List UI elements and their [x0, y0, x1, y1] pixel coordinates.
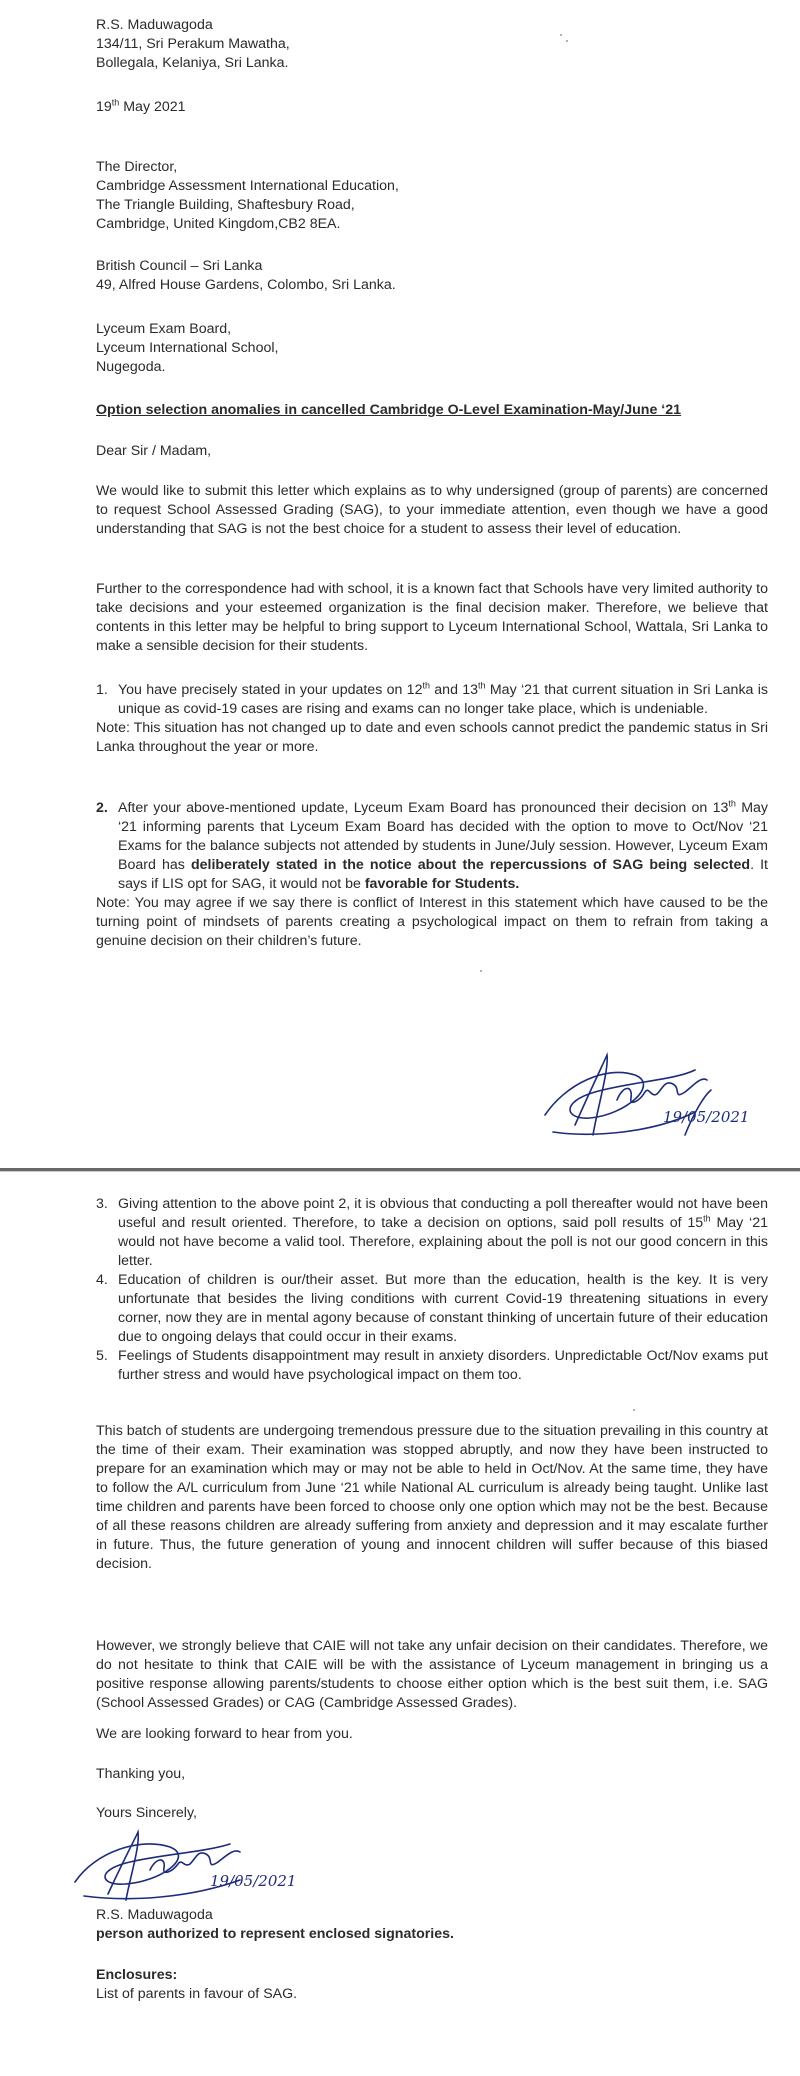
point-text: and 13 [429, 682, 479, 698]
recipient-cambridge [96, 158, 768, 234]
paragraph-batch: This batch of students are undergoing tremendous pressure due to the situation prevailing in this country at the time of their exam. Their examination was stopped abruptly, and now they have been instructed to prepare for an examination which may or may not be able to held in Oct/Nov. At the same time, they have to follow the A/L curriculum from June ‘21 while National AL curriculum is already being taught. Unlike last time children and parents have been forced to choose only one option which may not be the best. Because of all these reasons children are already suffering from anxiety and depression and it may escalate further in future. Thus, the future generation of young and innocent children will suffer because of this biased decision. [96, 1423, 768, 1572]
sender-address-line2: Bollegala, Kelaniya, Sri Lanka. [96, 55, 289, 71]
point-text: . It says if LIS opt for SAG, it would not be [118, 857, 768, 892]
sender-block [96, 16, 768, 73]
signature-date: 19/05/2021 [663, 1108, 750, 1126]
paragraph-further: Further to the correspondence had with school, it is a known fact that Schools have very limited authority to take decisions and your esteemed organization is the final decision maker. Therefore, we believe that contents in this letter may be helpful to bring support to Lyceum International School, Wattala, Sri Lanka to make a sensible decision for their students. [96, 581, 768, 654]
points-3-to-5 [96, 1195, 768, 1385]
ordinal-suffix: th [703, 1213, 711, 1224]
point-text: After your above-mentioned update, Lyceum Exam Board has pronounced their decision on 13 [118, 800, 729, 816]
emphasized-text: deliberately stated in the notice about the repercussions of SAG being selected [190, 857, 751, 873]
date-day: 19 [96, 99, 112, 115]
sender-name: R.S. Maduwagoda [96, 17, 213, 33]
point-2 [96, 799, 768, 951]
signature-date-closing: 19/05/2021 [210, 1872, 297, 1890]
point-text: May ‘21 would not have become a valid tool. Therefore, explaining about the poll is not our good concern in this letter. [118, 1215, 768, 1269]
recipient-line: The Director, [96, 159, 178, 175]
handwritten-signature-closing [70, 1822, 300, 1912]
recipient-british-council [96, 257, 768, 295]
point-3 [96, 1195, 768, 1271]
recipient-line: Nugegoda. [96, 359, 166, 375]
list-number: 1. [96, 682, 108, 698]
point-text: May ‘21 that current situation in Sri Lanka is unique as covid-19 cases are rising and exams can no longer take place, which is undeniable. [118, 682, 768, 717]
scan-speck [480, 970, 482, 972]
date-suffix: th [111, 97, 120, 108]
paragraph-forward: We are looking forward to hear from you. [96, 1726, 353, 1742]
letter-date [96, 98, 768, 117]
point-note: Note: You may agree if we say there is conflict of Interest in this statement which have caused to be the turning point of mindsets of parents creating a psychological impact on them to refrain from taking a genuine decision on their children’s future. [96, 895, 768, 949]
point-4 [96, 1271, 768, 1347]
paragraph-yours: Yours Sincerely, [96, 1805, 197, 1821]
closing-name: R.S. Maduwagoda [96, 1907, 213, 1923]
enclosures-block [96, 1966, 768, 2004]
sender-address-line1: 134/11, Sri Perakum Mawatha, [96, 36, 290, 52]
recipient-line: Cambridge, United Kingdom,CB2 8EA. [96, 216, 341, 232]
page-divider-shadow [0, 1171, 800, 1172]
list-number: 5. [96, 1348, 108, 1364]
list-number: 4. [96, 1272, 108, 1288]
recipient-line: Lyceum International School, [96, 340, 279, 356]
point-note: Note: This situation has not changed up to date and even schools cannot predict the pandemic status in Sri Lanka throughout the year or more. [96, 720, 768, 755]
emphasized-text: favorable for Students. [364, 876, 520, 892]
point-text: Education of children is our/their asset. But more than the education, health is the key. It is very unfortunate that besides the living conditions with current Covid-19 threatening situations in every corner, now they are in mental agony because of constant thinking of uncertain future of their education due to ongoing delays that could occur in their exams. [118, 1272, 768, 1345]
list-number: 3. [96, 1196, 108, 1212]
ordinal-suffix: th [728, 798, 736, 809]
scan-speck [633, 1409, 635, 1411]
handwritten-signature [535, 1040, 755, 1150]
recipient-line: 49, Alfred House Gardens, Colombo, Sri Lanka. [96, 277, 396, 293]
list-item [96, 799, 768, 894]
list-number: 2. [96, 800, 108, 816]
list-item [96, 681, 768, 719]
paragraph-thanking: Thanking you, [96, 1766, 186, 1782]
point-text: May ‘21 informing parents that Lyceum Exam Board has decided with the option to move to Oct/Nov ‘21 Exams for the balance subjects not attended by students in June/July session. However, Lyceum Exam Board has [118, 800, 769, 873]
ordinal-suffix: th [422, 680, 430, 691]
point-5 [96, 1347, 768, 1385]
recipient-line: The Triangle Building, Shaftesbury Road, [96, 197, 355, 213]
salutation: Dear Sir / Madam, [96, 443, 212, 459]
point-text: Giving attention to the above point 2, it is obvious that conducting a poll thereafter would not have been useful and result oriented. Therefore, to take a decision on options, said poll results of 15 [118, 1196, 768, 1231]
closing-block [96, 1906, 768, 1944]
closing-role: person authorized to represent enclosed signatories. [96, 1926, 454, 1942]
enclosures-label: Enclosures: [96, 1967, 178, 1983]
point-text: You have precisely stated in your updates on 12 [118, 682, 423, 698]
date-rest: May 2021 [119, 99, 186, 115]
paragraph-intro: We would like to submit this letter which explains as to why undersigned (group of parents) are concerned to request School Assessed Grading (SAG), to your immediate attention, even though we have a good understanding that SAG is not the best choice for a student to assess their level of education. [96, 483, 768, 537]
paragraph-however: However, we strongly believe that CAIE will not take any unfair decision on their candidates. Therefore, we do not hesitate to think that CAIE will be with the assistance of Lyceum management in bringing us a positive response allowing parents/students to choose either option which is the best suit them, i.e. SAG (School Assessed Grades) or CAG (Cambridge Assessed Grades). [96, 1638, 768, 1711]
letter-subject [96, 401, 768, 420]
recipient-lyceum [96, 320, 768, 377]
recipient-line: British Council – Sri Lanka [96, 258, 263, 274]
enclosures-text: List of parents in favour of SAG. [96, 1986, 298, 2002]
recipient-line: Cambridge Assessment International Education, [96, 178, 399, 194]
point-text: Feelings of Students disappointment may result in anxiety disorders. Unpredictable Oct/Nov exams put further stress and would have psychological impact on them too. [118, 1348, 768, 1383]
point-1 [96, 681, 768, 757]
subject-text: Option selection anomalies in cancelled Cambridge O-Level Examination-May/June ‘21 [96, 402, 682, 418]
ordinal-suffix: th [478, 680, 486, 691]
recipient-line: Lyceum Exam Board, [96, 321, 232, 337]
